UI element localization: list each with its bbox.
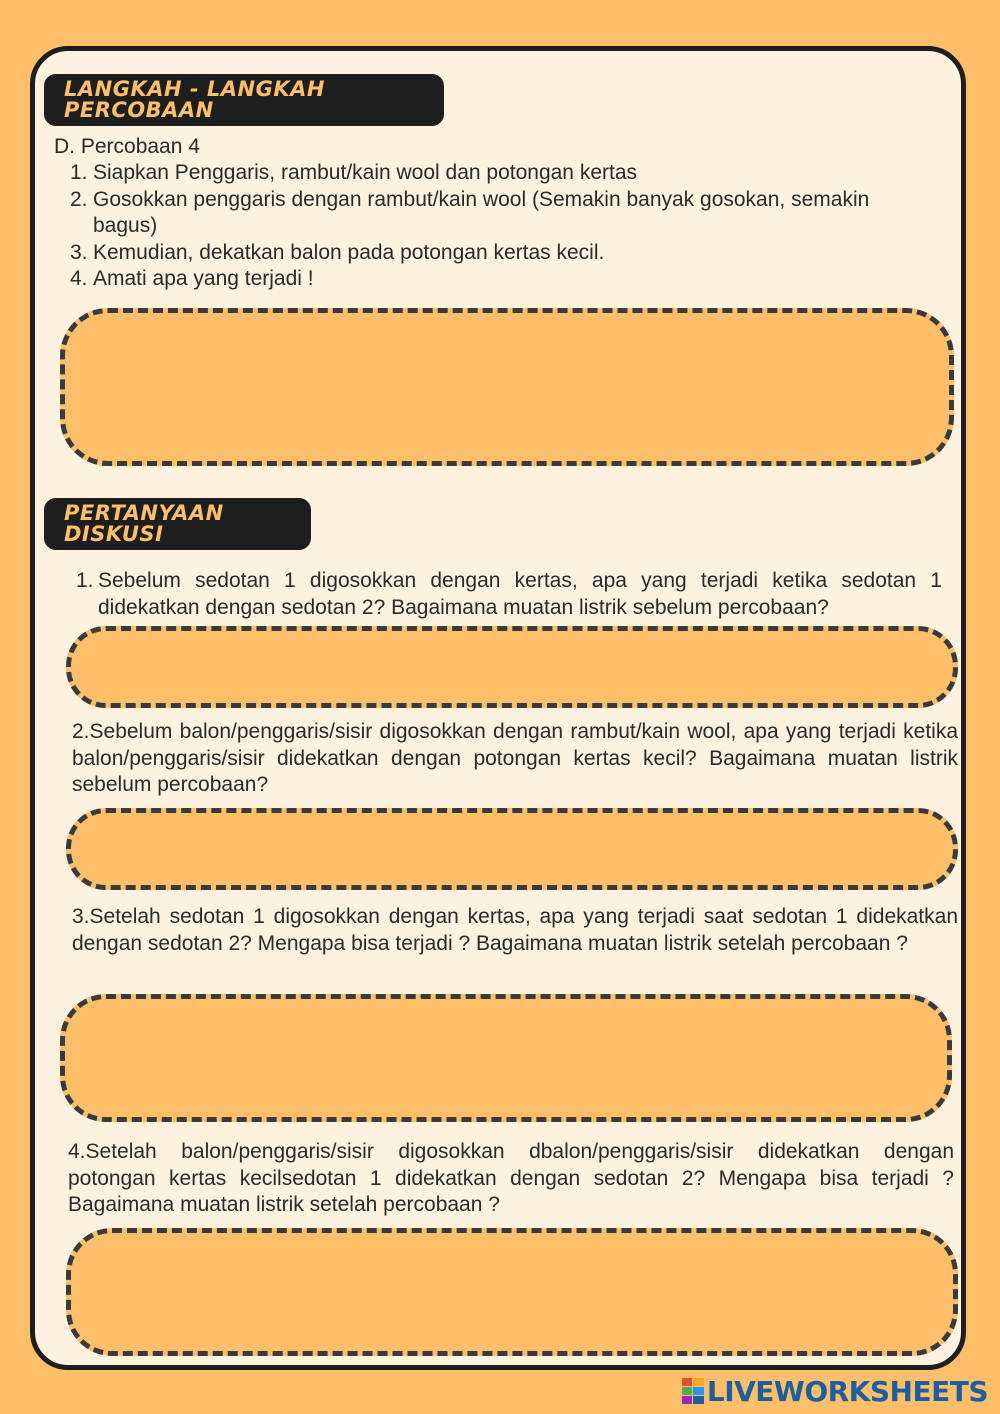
experiment-heading: D. Percobaan 4 — [54, 135, 200, 158]
question-text: Sebelum sedotan 1 digosokkan dengan kertas, apa yang terjadi ketika sedotan 1 didekatkan dengan sedotan 2? Bagaimana muatan listrik sebelum percobaan? — [98, 569, 942, 619]
observation-answer-box[interactable] — [60, 308, 954, 466]
step-text: Amati apa yang terjadi ! — [93, 267, 314, 290]
liveworksheets-logo-icon — [682, 1378, 704, 1404]
step-number: 3. — [70, 240, 88, 264]
step-number: 2. — [70, 187, 88, 211]
step-item — [70, 240, 890, 267]
question-1 — [76, 568, 942, 621]
logo-square — [682, 1396, 693, 1404]
logo-square — [693, 1396, 704, 1404]
step-text: Siapkan Penggaris, rambut/kain wool dan potongan kertas — [93, 161, 638, 184]
step-item — [70, 187, 890, 240]
logo-square — [693, 1378, 704, 1386]
question-2: 2.Sebelum balon/penggaris/sisir digosokkan dengan rambut/kain wool, apa yang terjadi ketika balon/penggaris/sisir didekatkan dengan potongan kertas kecil? Bagaimana muatan listrik sebelum percobaan? — [72, 720, 958, 796]
steps-list — [70, 160, 890, 293]
steps-banner — [44, 74, 444, 126]
logo-square — [682, 1387, 693, 1395]
question-number: 1. — [76, 569, 94, 592]
step-text: Gosokkan penggaris dengan rambut/kain wool (Semakin banyak gosokan, semakin bagus) — [93, 187, 870, 237]
answer-box-3[interactable] — [60, 994, 952, 1122]
logo-square — [682, 1378, 693, 1386]
answer-box-1[interactable] — [66, 626, 958, 708]
questions-banner — [44, 498, 311, 550]
question-4: 4.Setelah balon/penggaris/sisir digosokkan dbalon/penggaris/sisir didekatkan dengan potongan kertas kecilsedotan 1 didekatkan dengan sedotan 2? Mengapa bisa terjadi ? Bagaimana muatan listrik setelah percobaan ? — [68, 1140, 954, 1216]
step-number: 1. — [70, 161, 88, 184]
answer-box-2[interactable] — [66, 808, 958, 890]
steps-banner-label: LANGKAH - LANGKAH PERCOBAAN — [64, 77, 325, 122]
step-number: 4. — [70, 267, 88, 290]
step-item — [70, 160, 890, 187]
step-text: Kemudian, dekatkan balon pada potongan kertas kecil. — [93, 240, 605, 264]
liveworksheets-watermark — [682, 1374, 988, 1408]
logo-square — [693, 1387, 704, 1395]
questions-banner-label: PERTANYAAN DISKUSI — [64, 501, 224, 546]
question-3: 3.Setelah sedotan 1 digosokkan dengan kertas, apa yang terjadi saat sedotan 1 didekatkan dengan sedotan 2? Mengapa bisa terjadi ? Bagaimana muatan listrik setelah percobaan ? — [72, 905, 958, 955]
step-item — [70, 266, 890, 293]
watermark-text: LIVEWORKSHEETS — [706, 1374, 988, 1408]
answer-box-4[interactable] — [66, 1228, 958, 1356]
